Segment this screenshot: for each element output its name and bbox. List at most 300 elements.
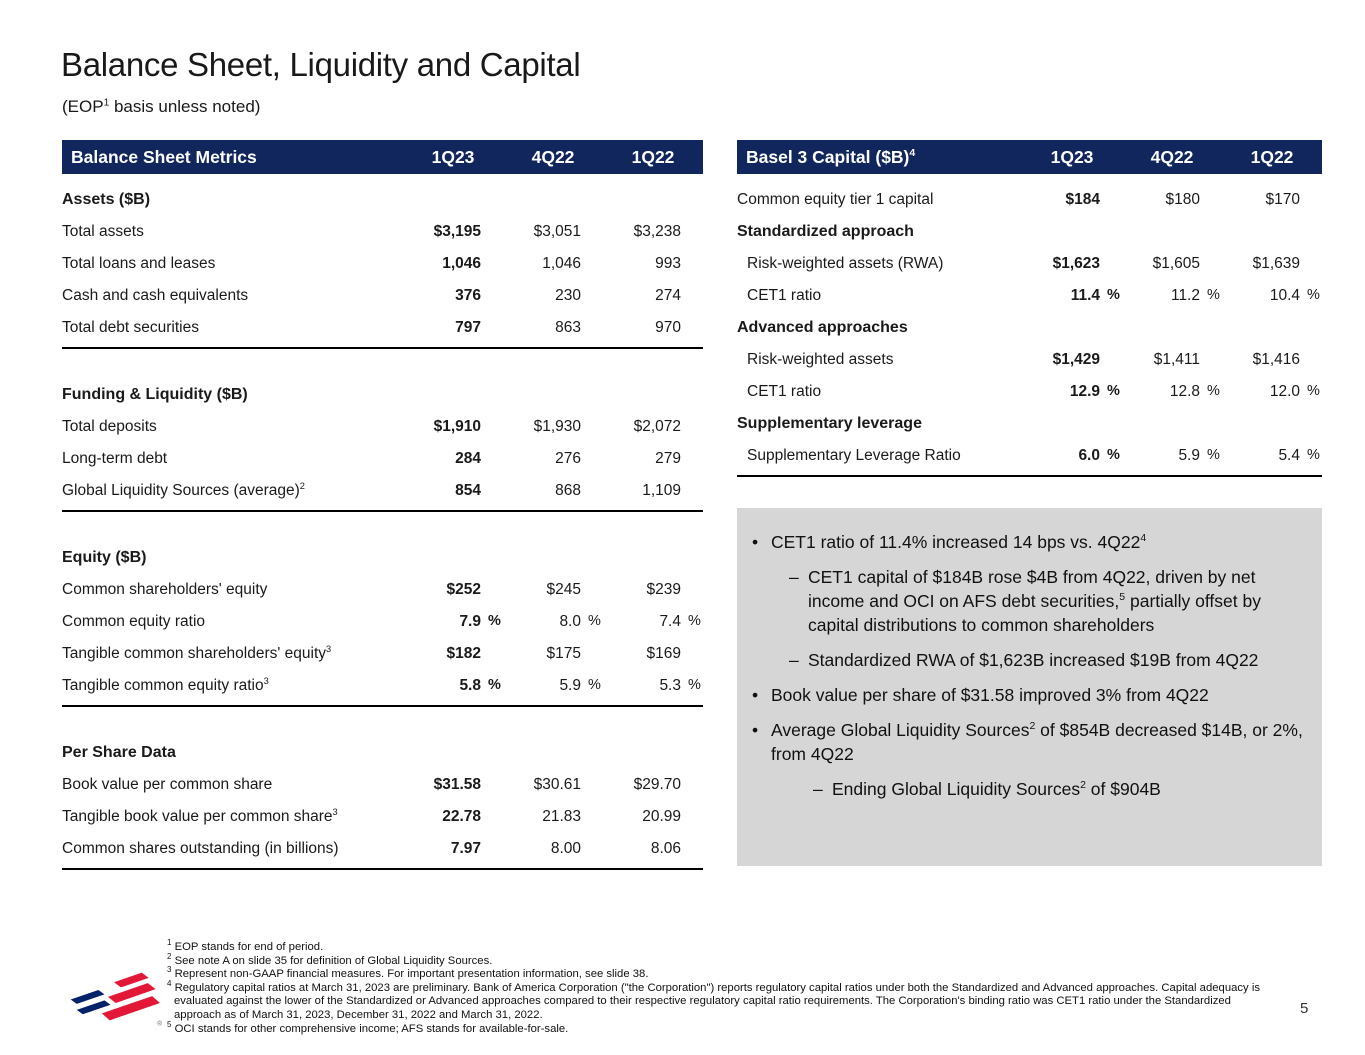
row-label <box>62 223 403 241</box>
bullet-text <box>771 530 1314 554</box>
row-label-text: Risk-weighted assets (RWA) <box>747 255 944 272</box>
value-cell <box>503 581 603 599</box>
row-label <box>62 319 403 337</box>
column-header: 1Q22 <box>631 146 675 167</box>
row-label-text: Total debt securities <box>62 319 199 336</box>
value-cell <box>503 613 603 631</box>
value-cell <box>403 613 503 631</box>
value-number: 5.3 <box>659 677 681 694</box>
percent-sign <box>1200 351 1222 369</box>
value-number: 284 <box>455 450 481 467</box>
value-number: 276 <box>555 450 581 467</box>
percent-sign: % <box>1207 447 1220 463</box>
percent-sign <box>581 319 603 337</box>
value-cell <box>403 677 503 695</box>
value-number: $3,195 <box>433 223 481 240</box>
percent-sign <box>481 840 503 858</box>
value-cell <box>403 808 503 826</box>
bullet-item <box>737 683 1314 707</box>
row-label-text: Common equity tier 1 capital <box>737 191 934 208</box>
row-label <box>62 776 403 794</box>
row-label <box>62 840 403 858</box>
percent-sign: % <box>488 677 501 693</box>
value-number: $1,429 <box>1052 351 1100 368</box>
table-row <box>62 801 703 833</box>
value-number: 868 <box>555 482 581 499</box>
section-subheading: Advanced approaches <box>737 319 908 336</box>
value-number: 5.9 <box>559 677 581 694</box>
percent-sign <box>481 418 503 436</box>
value-cell <box>603 645 703 663</box>
table-header-columns <box>403 147 703 168</box>
row-label <box>62 613 403 631</box>
row-label-text: Common shares outstanding (in billions) <box>62 840 339 857</box>
bullet-marker: • <box>752 720 759 740</box>
column-header: 4Q22 <box>1150 146 1194 167</box>
footnote-item <box>167 965 1263 982</box>
value-cell <box>1222 255 1322 273</box>
row-label-text: Tangible book value per common share <box>62 808 333 825</box>
value-cell <box>503 418 603 436</box>
text-segment: of $854B decreased $14B, or 2%, from 4Q22 <box>771 720 1303 764</box>
value-cell <box>403 581 503 599</box>
value-number: 1,109 <box>642 482 681 499</box>
percent-sign: % <box>1307 383 1320 399</box>
text-segment: Book value per share of $31.58 improved 3% from 4Q22 <box>771 685 1209 705</box>
footnote-item <box>167 951 1263 969</box>
percent-sign <box>681 581 703 599</box>
percent-sign <box>581 418 603 436</box>
value-number: 8.0 <box>559 613 581 630</box>
percent-sign <box>481 450 503 468</box>
value-number: 274 <box>655 287 681 304</box>
percent-sign <box>481 581 503 599</box>
footnotes <box>167 938 1263 1036</box>
percent-sign <box>481 287 503 305</box>
value-number: 12.9 <box>1069 383 1100 400</box>
row-label <box>737 447 1022 465</box>
value-number: 6.0 <box>1078 447 1100 464</box>
sub-bullet-item <box>737 777 1314 801</box>
value-cell <box>603 776 703 794</box>
value-number: $1,910 <box>433 418 481 435</box>
row-label-text: Cash and cash equivalents <box>62 287 249 304</box>
value-cell <box>1122 447 1222 465</box>
row-label-text: Risk-weighted assets <box>747 351 894 368</box>
value-number: 230 <box>555 287 581 304</box>
value-number: 1,046 <box>442 255 481 272</box>
value-cell <box>1022 383 1122 401</box>
column-header: 4Q22 <box>531 146 575 167</box>
percent-sign <box>1100 191 1122 209</box>
value-number: 20.99 <box>642 808 681 825</box>
footnote-ref-1: 1 <box>103 97 110 109</box>
value-number: $1,639 <box>1252 255 1300 272</box>
footnote-ref-2: 2 <box>1029 720 1036 733</box>
registered-trademark-symbol: ® <box>157 1021 162 1028</box>
bullet-text <box>808 565 1314 637</box>
bullet-marker: • <box>752 532 759 552</box>
bullet-marker: • <box>752 685 759 705</box>
percent-sign <box>681 319 703 337</box>
value-cell <box>1122 255 1222 273</box>
value-cell <box>403 319 503 337</box>
page-title: Balance Sheet, Liquidity and Capital <box>61 46 581 83</box>
table-row <box>737 440 1322 472</box>
value-cell <box>1222 351 1322 369</box>
footnote-text: OCI stands for other comprehensive income; AFS stands for available-for-sale. <box>171 1022 569 1035</box>
value-number: 993 <box>655 255 681 272</box>
value-cell <box>403 645 503 663</box>
value-cell <box>1022 351 1122 369</box>
value-number: 1,046 <box>542 255 581 272</box>
percent-sign: % <box>1207 287 1220 303</box>
value-cell <box>1022 191 1122 209</box>
value-number: $170 <box>1265 191 1300 208</box>
percent-sign <box>581 645 603 663</box>
value-cell <box>503 677 603 695</box>
percent-sign <box>581 482 603 500</box>
bullet-item <box>737 718 1314 766</box>
value-cell <box>1022 255 1122 273</box>
bullet-marker: – <box>789 567 799 587</box>
percent-sign <box>581 450 603 468</box>
bullet-text <box>808 648 1314 672</box>
footnote-ref-3: 3 <box>332 806 338 817</box>
section-title: Assets ($B) <box>62 191 151 208</box>
percent-sign <box>1300 191 1322 209</box>
value-number: 5.4 <box>1278 447 1300 464</box>
text-segment: partially offset by capital distributions to common shareholders <box>808 591 1261 635</box>
row-label <box>62 450 403 468</box>
footnote-text: Represent non-GAAP financial measures. For important presentation information, see slide 38. <box>171 968 649 981</box>
footnote-number: 2 <box>167 951 172 961</box>
footnote-ref-3: 3 <box>326 643 332 654</box>
value-cell <box>1022 287 1122 305</box>
value-cell <box>503 450 603 468</box>
percent-sign <box>481 482 503 500</box>
row-label-text: Global Liquidity Sources (average) <box>62 482 300 499</box>
row-label-text: Book value per common share <box>62 776 273 793</box>
table-row <box>62 216 703 248</box>
text-segment: of $904B <box>1085 779 1161 799</box>
footnote-ref-2: 2 <box>1080 779 1086 792</box>
table-row <box>62 411 703 443</box>
row-label <box>737 351 1022 369</box>
table-section <box>62 184 703 349</box>
bullet-marker: – <box>813 779 823 799</box>
value-cell <box>1122 351 1222 369</box>
value-cell <box>603 223 703 241</box>
sub-bullet-item <box>737 648 1314 672</box>
value-number: $175 <box>546 645 581 662</box>
footnote-item <box>167 938 1263 955</box>
table-row <box>62 443 703 475</box>
row-label <box>62 645 403 663</box>
footnote-number: 3 <box>167 965 172 975</box>
text-segment: Average Global Liquidity Sources <box>771 720 1030 740</box>
value-number: 22.78 <box>442 808 481 825</box>
balance-sheet-table-body <box>62 184 703 870</box>
percent-sign <box>681 776 703 794</box>
percent-sign <box>681 808 703 826</box>
value-cell <box>603 482 703 500</box>
percent-sign <box>581 808 603 826</box>
value-number: 279 <box>655 450 681 467</box>
bullet-marker: – <box>789 650 799 670</box>
percent-sign <box>681 482 703 500</box>
footnote-ref-4: 4 <box>909 146 916 159</box>
value-cell <box>1222 287 1322 305</box>
value-number: $182 <box>446 645 481 662</box>
value-cell <box>603 287 703 305</box>
value-number: $30.61 <box>533 776 581 793</box>
percent-sign <box>1100 351 1122 369</box>
value-number: $1,416 <box>1252 351 1300 368</box>
value-number: $29.70 <box>633 776 681 793</box>
row-label <box>737 287 1022 305</box>
row-label-text: CET1 ratio <box>747 383 822 400</box>
row-label <box>62 255 403 273</box>
value-cell <box>503 287 603 305</box>
value-cell <box>1222 191 1322 209</box>
value-number: 797 <box>455 319 481 336</box>
value-cell <box>603 808 703 826</box>
percent-sign <box>1200 191 1222 209</box>
value-number: $1,623 <box>1052 255 1100 272</box>
value-cell <box>603 840 703 858</box>
value-number: 11.2 <box>1170 287 1200 304</box>
row-label <box>737 383 1022 401</box>
section-subheading: Supplementary leverage <box>737 415 922 432</box>
footnote-text: Regulatory capital ratios at March 31, 2023 are preliminary. Bank of America Corporation ("the Corporation") reports regulatory capital ratios under both the Standardized and Advanced approaches. Capital adequacy is evaluated against the lower of the Standardized or Advanced approaches compared to their respective regulatory capital ratio requirements. The Corporation's binding ratio was CET1 ratio under the Standardized approach as of March 31, 2023, December 31, 2022 and March 31, 2022. <box>171 981 1260 1021</box>
percent-sign <box>681 418 703 436</box>
value-number: $184 <box>1065 191 1100 208</box>
table-row <box>62 638 703 670</box>
table-header-label: Balance Sheet Metrics <box>71 146 257 167</box>
balance-sheet-metrics-table <box>62 140 703 870</box>
value-cell <box>1222 383 1322 401</box>
footnote-text: See note A on slide 35 for definition of Global Liquidity Sources. <box>171 954 493 967</box>
value-cell <box>603 418 703 436</box>
percent-sign <box>581 223 603 241</box>
sub-bullet-item <box>737 565 1314 637</box>
table-row <box>737 280 1322 312</box>
percent-sign: % <box>1107 287 1120 303</box>
bullet-item <box>737 530 1314 554</box>
value-number: 12.8 <box>1169 383 1200 400</box>
percent-sign <box>1100 255 1122 273</box>
value-cell <box>1122 287 1222 305</box>
row-label <box>62 581 403 599</box>
percent-sign <box>481 223 503 241</box>
section-subheading: Standardized approach <box>737 223 914 240</box>
value-cell <box>403 223 503 241</box>
value-number: 5.8 <box>459 677 481 694</box>
value-cell <box>403 287 503 305</box>
column-header: 1Q23 <box>1050 146 1094 167</box>
value-cell <box>603 319 703 337</box>
page-subtitle <box>62 97 260 117</box>
percent-sign: % <box>1307 447 1320 463</box>
percent-sign <box>581 255 603 273</box>
table-row <box>62 606 703 638</box>
percent-sign <box>581 581 603 599</box>
value-cell <box>1122 383 1222 401</box>
value-cell <box>603 613 703 631</box>
value-number: $1,605 <box>1152 255 1200 272</box>
percent-sign <box>481 319 503 337</box>
value-number: $169 <box>646 645 681 662</box>
bullet-text <box>771 718 1314 766</box>
table-section <box>62 379 703 512</box>
value-cell <box>503 645 603 663</box>
bullet-text <box>771 683 1314 707</box>
basel3-capital-table <box>737 140 1322 477</box>
percent-sign <box>481 808 503 826</box>
percent-sign <box>581 840 603 858</box>
value-number: $1,930 <box>533 418 581 435</box>
percent-sign <box>681 645 703 663</box>
percent-sign <box>581 776 603 794</box>
table-section <box>62 737 703 870</box>
column-header: 1Q22 <box>1250 146 1294 167</box>
row-label <box>62 287 403 305</box>
row-label-text: Total loans and leases <box>62 255 216 272</box>
percent-sign <box>481 645 503 663</box>
value-number: 8.00 <box>550 840 581 857</box>
value-number: 11.4 <box>1070 287 1100 304</box>
value-number: 21.83 <box>542 808 581 825</box>
row-label-text: Common equity ratio <box>62 613 206 630</box>
value-cell <box>603 450 703 468</box>
footnote-number: 5 <box>167 1019 172 1029</box>
value-number: $31.58 <box>433 776 481 793</box>
value-cell <box>403 450 503 468</box>
percent-sign <box>681 450 703 468</box>
value-number: $3,051 <box>533 223 581 240</box>
value-cell <box>603 581 703 599</box>
value-cell <box>403 418 503 436</box>
percent-sign: % <box>1207 383 1220 399</box>
percent-sign: % <box>588 613 601 629</box>
value-number: 10.4 <box>1269 287 1300 304</box>
column-header: 1Q23 <box>431 146 475 167</box>
footnote-item <box>167 979 1263 1023</box>
table-row <box>737 248 1322 280</box>
value-number: $1,411 <box>1153 351 1200 368</box>
footnote-ref-5: 5 <box>1119 591 1126 604</box>
table-row <box>62 769 703 801</box>
value-cell <box>403 840 503 858</box>
footnote-ref-3: 3 <box>263 675 269 686</box>
row-label <box>737 255 1022 273</box>
section-title: Funding & Liquidity ($B) <box>62 386 248 403</box>
value-number: 863 <box>555 319 581 336</box>
text-segment: Ending Global Liquidity Sources <box>832 779 1081 799</box>
percent-sign <box>681 287 703 305</box>
percent-sign <box>681 840 703 858</box>
table-row <box>62 833 703 865</box>
value-cell <box>403 255 503 273</box>
percent-sign: % <box>688 677 701 693</box>
value-number: 7.97 <box>450 840 481 857</box>
row-label-text: CET1 ratio <box>747 287 822 304</box>
bullet-text <box>832 777 1314 801</box>
percent-sign <box>481 255 503 273</box>
value-number: $252 <box>446 581 481 598</box>
table-row <box>62 574 703 606</box>
text-segment: Standardized RWA of $1,623B increased $19B from 4Q22 <box>808 650 1259 670</box>
value-number: 7.4 <box>659 613 681 630</box>
percent-sign <box>1200 255 1222 273</box>
percent-sign: % <box>488 613 501 629</box>
table-section <box>62 542 703 707</box>
footnote-number: 1 <box>167 938 172 948</box>
section-title: Equity ($B) <box>62 549 147 566</box>
row-label <box>737 191 1022 209</box>
row-label-text: Total assets <box>62 223 144 240</box>
percent-sign <box>1300 255 1322 273</box>
value-cell <box>503 319 603 337</box>
row-label-text: Long-term debt <box>62 450 168 467</box>
row-label <box>62 482 403 500</box>
table-row <box>62 312 703 344</box>
percent-sign <box>481 776 503 794</box>
row-label-text: Tangible common shareholders' equity <box>62 645 327 662</box>
table-header-label: Basel 3 Capital ($B)$^4$ <box>746 146 916 167</box>
highlights-callout <box>737 508 1322 866</box>
footnote-item <box>167 1019 1263 1037</box>
table-row <box>62 248 703 280</box>
table-section <box>737 184 1322 477</box>
value-cell <box>503 840 603 858</box>
value-cell <box>403 776 503 794</box>
row-label-text: Tangible common equity ratio <box>62 677 264 694</box>
percent-sign <box>681 255 703 273</box>
value-number: $245 <box>546 581 581 598</box>
percent-sign: % <box>1307 287 1320 303</box>
section-title: Per Share Data <box>62 744 176 761</box>
value-cell <box>603 255 703 273</box>
table-row <box>62 475 703 507</box>
percent-sign: % <box>688 613 701 629</box>
value-cell <box>503 223 603 241</box>
percent-sign <box>581 287 603 305</box>
value-cell <box>503 776 603 794</box>
row-label-text: Total deposits <box>62 418 157 435</box>
row-label <box>62 808 403 826</box>
row-label <box>62 677 403 695</box>
text-segment: CET1 ratio of 11.4% increased 14 bps vs. 4Q22 <box>771 532 1141 552</box>
subtitle-text: basis unless noted) <box>109 97 261 116</box>
subtitle-text: (EOP <box>62 97 104 116</box>
value-number: $180 <box>1165 191 1200 208</box>
percent-sign <box>1300 351 1322 369</box>
footnote-text: EOP stands for end of period. <box>171 941 324 953</box>
value-cell <box>403 482 503 500</box>
basel3-table-header <box>737 140 1322 174</box>
value-cell <box>1022 447 1122 465</box>
percent-sign: % <box>588 677 601 693</box>
percent-sign <box>681 223 703 241</box>
value-number: 8.06 <box>650 840 681 857</box>
value-cell <box>503 482 603 500</box>
value-cell <box>503 808 603 826</box>
page-number: 5 <box>1300 1000 1309 1017</box>
value-number: 12.0 <box>1269 383 1300 400</box>
balance-sheet-table-header <box>62 140 703 174</box>
